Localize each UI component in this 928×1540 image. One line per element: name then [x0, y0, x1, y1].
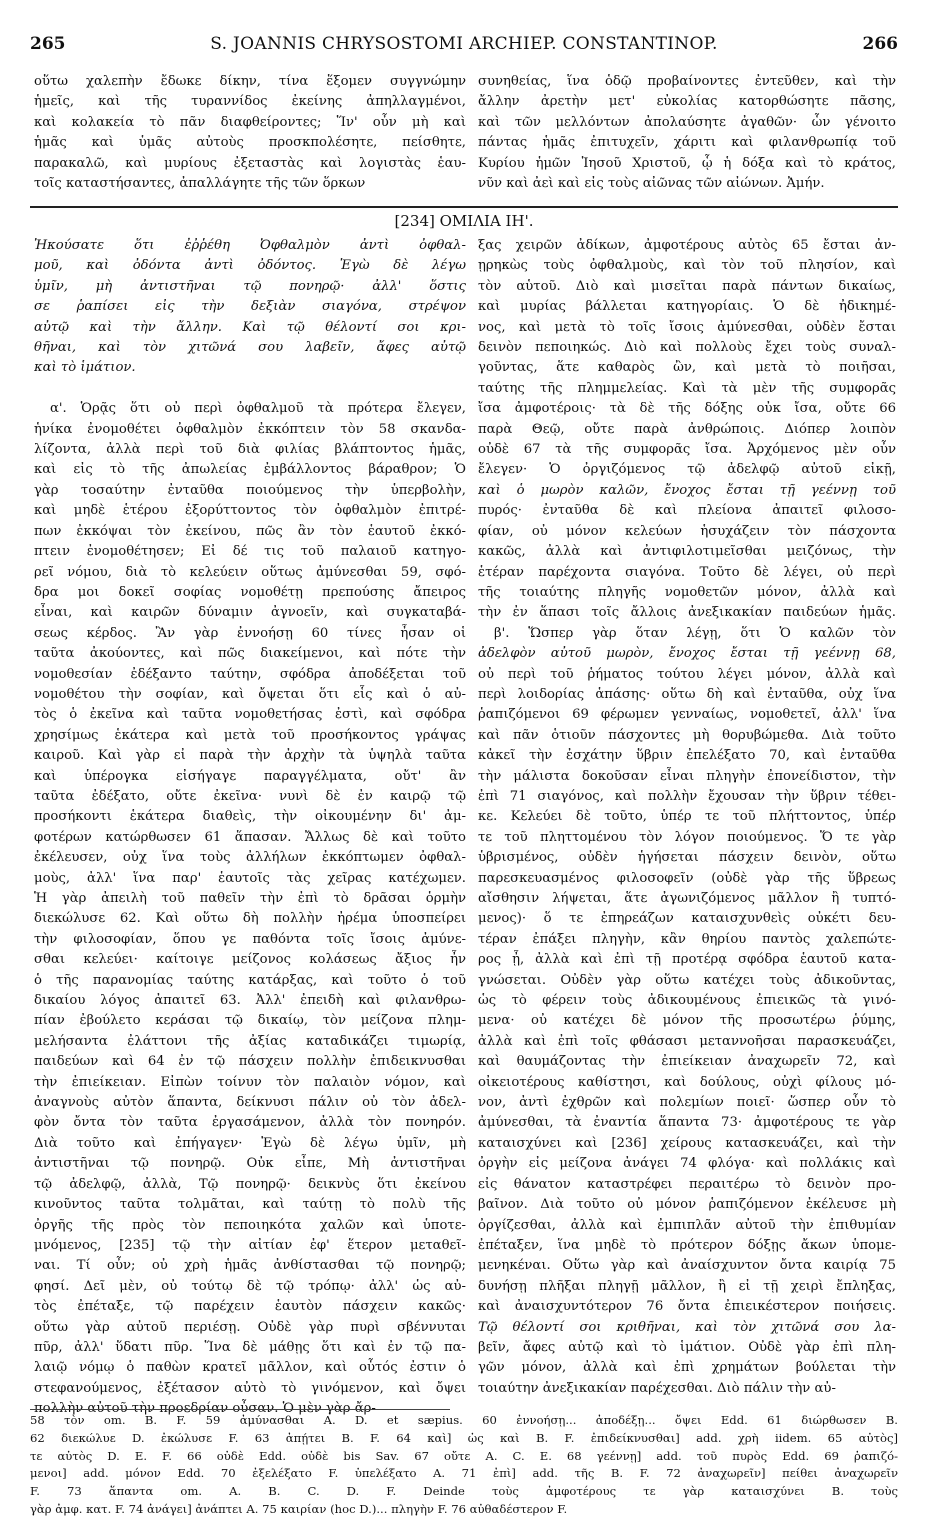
text-line: ἀναγνοὺς αὐτὸν ἅπαντα, δείκνυσι πάλιν οὐ τὸν ἀδελ- — [34, 1095, 466, 1111]
text-line: καὶ μυρίας βάλλεται κατηγορίαις. Ὁ δὲ ἠδικημέ- — [478, 299, 896, 315]
text-line: σεως κέρδος. Ἂν γὰρ ἐννοήσῃ 60 τίνες ἦσαν οἱ — [34, 625, 466, 641]
text-line: εἶναι, καὶ καιρῶν δύναμιν ἀγνοεῖν, καὶ συγκαταβά- — [34, 605, 466, 621]
text-line: μοῦ, καὶ ὀδόντα ἀντὶ ὀδόντος. Ἐγὼ δὲ λέγω — [34, 258, 466, 274]
text-line: ἄλλην ἀρετὴν μετ' εὐκολίας κατορθώσητε πᾶσης, — [478, 94, 896, 110]
text-line: βεῖν, ἄφες αὐτῷ καὶ τὸ ἱμάτιον. Οὐδὲ γὰρ ἐπὶ πλη- — [478, 1339, 896, 1355]
text-line: κινοῦντος ταῦτα τολμᾶται, καὶ ταύτῃ τὸ πολὺ τῆς — [34, 1197, 466, 1213]
text-line: ὑμῖν, μὴ ἀντιστῆναι τῷ πονηρῷ· ἀλλ' ὅστις — [34, 278, 466, 294]
text-line: τὴν ἐν ἅπασι τοῖς ἄλλοις ἀνεξικακίαν παιδεύων ἡμᾶς. — [478, 605, 896, 621]
text-line: ἀμύνεσθαι, τὰ ἐναντία ἅπαντα 73· ἀμφοτέρους τε γὰρ — [478, 1115, 896, 1131]
text-line: τὸς ὁ ἐκεῖνα καὶ ταῦτα νομοθετήσας ἐστὶ, καὶ σφόδρα — [34, 707, 466, 723]
text-line: μελήσαντα ἐλάττονι τῆς ἀξίας καταδικάζει τιμωρίᾳ, — [34, 1033, 466, 1049]
text-line: οἰκειοτέρους καθίστησι, καὶ δούλους, οὐχὶ φίλους μό- — [478, 1074, 896, 1090]
text-line: φοτέρων κατώρθωσεν 61 ἅπασαν. Ἄλλως δὲ καὶ τοῦτο — [34, 829, 466, 845]
text-line: καὶ ἀναισχυντότερον 76 ὄντα ἐπιεικέστερον ποιήσεις. — [478, 1299, 896, 1315]
text-line: ὡς τὸ φέρειν τοὺς ἀδικουμένους ἐπιεικῶς τὰ γινό- — [478, 993, 896, 1009]
text-line: τοιαύτην ἀνεξικακίαν παρέχεσθαι. Διὸ πάλιν τὴν αὐ- — [478, 1380, 836, 1396]
text-line: δυνήσῃ πλῆξαι πληγῇ μᾶλλον, ἢ εἰ τῇ χειρὶ ἔπληξας, — [478, 1278, 896, 1294]
text-line: τέραν ἐπάξει πληγὴν, κἂν θηρίου παντὸς χαλεπώτε- — [478, 931, 896, 947]
text-line: ὁ τῆς παρανομίας ταύτης κατάρξας, καὶ τοῦτο ὁ τοῦ — [34, 972, 466, 988]
text-line: τῷ ἀδελφῷ, ἀλλὰ, Τῷ πονηρῷ· δεικνὺς ὅτι ἐκείνου — [34, 1176, 466, 1192]
text-line: Τῷ θέλοντί σοι κριθῆναι, καὶ τὸν χιτῶνά σου λα- — [478, 1319, 896, 1335]
text-line: δικαίου λόγος ἀπαιτεῖ 63. Ἀλλ' ἐπειδὴ καὶ φιλανθρω- — [34, 993, 466, 1009]
text-line: νομοθεσίαν ἐδέξαντο ταύτην, σφόδρα ἀποδέξεται τοῦ — [34, 666, 466, 682]
text-line: τὴν φιλοσοφίαν, ὅπου γε παθόντα τοῖς ἴσοις ἀμύνε- — [34, 931, 466, 947]
footnote-line: γὰρ ἀμφ. κατ. F. 74 ἀνάγει] ἀνάπτει A. 75 καιρίαν (hoc D.)... πληγὴν F. 76 αὐθαδέστερον F. — [30, 1501, 568, 1516]
text-line: μνόμενος, [235] τῷ τὴν αἰτίαν ἐφ' ἕτερον μεταθεῖ- — [34, 1237, 466, 1253]
text-line: Διὰ τοῦτο καὶ ἐπήγαγεν· Ἐγὼ δὲ λέγω ὑμῖν, μὴ — [34, 1135, 466, 1151]
text-line: ἡνίκα ἐνομοθέτει ὀφθαλμὸν ἐκκόπτειν τὸν 58 σκανδα- — [34, 421, 466, 437]
text-line: οὐδὲ 67 τὰ τῆς συμφορᾶς ἴσα. Ἀρχόμενος μὲν οὖν — [478, 442, 896, 458]
text-line: οὐ περὶ τοῦ ῥήματος τούτου λέγει μόνον, ἀλλὰ καὶ — [478, 666, 896, 682]
text-line: φὸν ὄντα τὸν ταῦτα ἐργασάμενον, ἀλλὰ τὸν πονηρόν. — [34, 1115, 466, 1131]
text-line: νομοθέτου τὴν σοφίαν, καὶ ὄψεται ὅτι εἷς καὶ ὁ αὐ- — [34, 686, 466, 702]
page-number-left: 265 — [30, 34, 66, 54]
text-line: ρος ᾖ, ἀλλὰ καὶ ἐπὶ τῇ προτέρᾳ σφόδρα ἑαυτοῦ κατα- — [478, 952, 896, 968]
text-line: οὕτω γὰρ αὐτοῦ περιέσῃ. Οὐδὲ γὰρ πυρὶ σβέννυται — [34, 1319, 466, 1335]
text-line: τὸς ἐπέταξε, τῷ παρέχειν ἑαυτὸν πάσχειν κακῶς· — [34, 1299, 466, 1315]
top-left-column — [34, 72, 466, 194]
text-line: πυρός· ἐνταῦθα δὲ καὶ πλείονα ἀπαιτεῖ φιλοσο- — [478, 503, 896, 519]
text-line: ναι. Τί οὖν; οὐ χρὴ ἡμᾶς ἀνθίστασθαι τῷ πονηρῷ; — [34, 1258, 466, 1274]
text-line: τὴν ἐπιείκειαν. Εἰπὼν τοίνυν τὸν παλαιὸν νόμον, καὶ — [34, 1074, 466, 1090]
text-line: κἀκεῖ τὴν ἐσχάτην ὕβριν ἐπελέξατο 70, καὶ ἐνταῦθα — [478, 748, 896, 764]
footnote-rule — [30, 1409, 450, 1410]
text-line: ὑβρισμένος, οὐδὲν ἡγήσεται πάσχειν δεινὸν, οὕτω — [478, 850, 896, 866]
text-line: καὶ τῶν μελλόντων ἀπολαύσητε ἀγαθῶν· ὧν γένοιτο — [478, 114, 896, 130]
text-line: γῶν μόνον, ἀλλὰ καὶ ἐπὶ χρημάτων βούλεται τὴν — [478, 1360, 896, 1376]
text-line: σθαι κελεύει· καίτοιγε μείζονος κολάσεως ἄξιος ἦν — [34, 952, 466, 968]
text-line: νος, καὶ μετὰ τὸ τοῖς ἴσοις ἀμύνεσθαι, οὐδὲν ἔσται — [478, 319, 896, 335]
text-line: καταισχύνει καὶ [236] χείρους κατασκευάζει, καὶ τὴν — [478, 1135, 896, 1151]
text-line: τε τοῦ πληττομένου τὸν λόγον ποιούμενος. Ὅ τε γὰρ — [478, 829, 896, 845]
footnote-line: 58 τὸν om. B. F. 59 ἀμύνασθαι A. D. et sæpius. 60 ἐννοήσῃ... ἀποδέξῃ... ὄψει Edd. 61 διώρθωσεν B. — [30, 1413, 898, 1427]
footnote-line: F. 73 ἅπαντα om. A. B. C. D. F. Deinde τοὺς ἀμφοτέρους τε γὰρ καταισχύνει B. τοὺς — [30, 1484, 898, 1499]
text-line: εἰς θάνατον καταστρέφει περαιτέρω τὸ δεινὸν προ- — [478, 1176, 896, 1192]
text-line: κακῶς, ἀλλὰ καὶ ἀντιφιλοτιμεῖσθαι μειζόνως, τὴν — [478, 544, 896, 560]
text-line: βαῖνον. Διὰ τοῦτο οὐ μόνον ῥαπιζόμενον ἐκέλευσε μὴ — [478, 1197, 896, 1213]
text-line: καὶ εἰς τὸ τῆς ἀπωλείας ἐμβάλλοντος βάραθρον; Ὁ — [34, 462, 466, 478]
text-line: καὶ πᾶν ὁτιοῦν πάσχοντες μὴ θορυβώμεθα. Διὰ τοῦτο — [478, 727, 896, 743]
text-line: αἴσθησιν λήψεται, ἅτε ἀγωνιζόμενος μᾶλλον ἢ τυπτό- — [478, 891, 896, 906]
text-line: καὶ θαυμάζοντας τὴν ἐπιείκειαν ἀναχωρεῖν 72, καὶ — [478, 1054, 896, 1070]
text-line: τοῖς καταστήσαντες, ἀπαλλάγητε τῆς τῶν ὅρκων — [34, 176, 366, 192]
text-line: ῥαπιζόμενοι 69 φέρωμεν γενναίως, νομοθετεῖ, ἀλλ' ἵνα — [478, 707, 896, 723]
text-line: οὕτω χαλεπὴν ἔδωκε δίκην, τίνα ἕξομεν συγγνώμην — [34, 74, 466, 89]
running-title: S. JOANNIS CHRYSOSTOMI ARCHIEP. CONSTANTINOP. — [210, 34, 718, 54]
text-line: διεκώλυσε 62. Καὶ οὕτω δὴ πολλὴν ἠρέμα ὑποσπείρει — [34, 911, 466, 927]
text-line: μοὺς, ἀλλ' ἵνα παρ' ἑαυτοῖς τὰς χεῖρας κατέχωμεν. — [34, 870, 466, 886]
text-line: Κυρίου ἡμῶν Ἰησοῦ Χριστοῦ, ᾧ ἡ δόξα καὶ τὸ κράτος, — [478, 155, 896, 171]
text-line: ἡμεῖς, καὶ τῆς τυραννίδος ἐκείνης ἀπηλλαγμένοι, — [34, 94, 466, 110]
homily-title: [234] ΟΜΙΛΙΑ ΙΗ'. — [394, 212, 534, 230]
text-line: καὶ ὑπέρογκα εἰσήγαγε παραγγέλματα, οὔτ' ἂν — [34, 768, 466, 784]
text-line: στεφανούμενος, ἐξέτασον αὐτὸ τὸ γινόμενον, καὶ ὄψει — [34, 1380, 466, 1396]
text-line: Ἠκούσατε ὅτι ἐῤῥέθη Ὀφθαλμὸν ἀντὶ ὀφθαλ- — [34, 238, 466, 253]
text-line: ἔλεγεν· Ὁ ὀργιζόμενος τῷ ἀδελφῷ αὐτοῦ εἰκῇ, — [478, 462, 896, 478]
text-line: προσήκοντι ἑκάτερα διαθεὶς, τὴν οἰκουμένην δι' ἀμ- — [34, 809, 466, 825]
text-line: πων ἐκκόψαι τὸν ἐκείνου, πῶς ἂν τὸν ἑαυτοῦ ἐκκό- — [34, 523, 466, 539]
text-line: σε ῥαπίσει εἰς τὴν δεξιὰν σιαγόνα, στρέψον — [34, 299, 466, 315]
text-line: φησί. Δεῖ μὲν, οὐ τούτῳ δὲ τῷ τρόπῳ· ἀλλ' ὡς αὐ- — [34, 1278, 466, 1294]
text-line: πῦρ, ἀλλ' ὕδατι πῦρ. Ἵνα δὲ μάθῃς ὅτι καὶ ἐν τῷ πα- — [34, 1339, 466, 1355]
text-line: ἴσα ἀμφοτέροις· τὰ δὲ τῆς δόξης οὐκ ἴσα, οὔτε 66 — [478, 401, 896, 417]
text-line: ξας χειρῶν ἀδίκων, ἀμφοτέρους αὐτὸς 65 ἔσται ἀν- — [478, 238, 896, 253]
text-line: ἐπέταξεν, ἵνα μηδὲ τὸ πρότερον δόξῃς ἄκων ὑπομε- — [478, 1237, 896, 1253]
text-line: αὐτῷ καὶ τὴν ἄλλην. Καὶ τῷ θέλοντί σοι κρι- — [34, 319, 466, 335]
text-line: καὶ μηδὲ ἑτέρου ἐξορύττοντος τὸν ὀφθαλμὸν ἐπιτρέ- — [34, 503, 466, 519]
text-line: τὸν αὑτοῦ. Διὸ καὶ μισεῖται παρὰ πάντων δικαίως, — [478, 278, 896, 294]
text-line: τὴν μάλιστα δοκοῦσαν εἶναι πληγὴν ἐπονείδιστον, τὴν — [478, 768, 896, 784]
footnote-line: τε αὐτὸς D. E. F. 66 οὐδὲ Edd. οὐδὲ bis Sav. 67 οὔτε A. C. E. 68 γεέννῃ] add. τοῦ πυρὸς Edd. 69 ῥαπιζό- — [30, 1448, 898, 1463]
text-line: πίαν ἐβούλετο κεράσαι τῷ δικαίῳ, τὸν μείζονα πλημ- — [34, 1013, 466, 1029]
text-line: πολλὴν αὐτοῦ τὴν προεδρίαν οὖσαν. Ὁ μὲν γὰρ ἄρ- — [34, 1401, 376, 1417]
text-line: ἀντιστῆναι τῷ πονηρῷ. Οὐκ εἶπε, Μὴ ἀντιστῆναι — [34, 1156, 466, 1172]
text-line: ἐκέλευσεν, οὐχ ἵνα τοὺς ἀλλήλων ἐκκόπτωμεν ὀφθαλ- — [34, 850, 466, 866]
text-line: ρεῖ νόμου, διὰ τὸ κελεύειν οὕτως ἀμύνεσθαι 59, σφό- — [34, 564, 466, 580]
text-line: μενηκέναι. Οὕτω γὰρ καὶ ἀναίσχυντον ὄντα καιρίᾳ 75 — [478, 1258, 896, 1274]
text-line: φίαν, οὐ μόνον κελεύων ἡσυχάζειν τὸν πάσχοντα — [478, 523, 896, 539]
text-line: α'. Ὁρᾷς ὅτι οὐ περὶ ὀφθαλμοῦ τὰ πρότερα ἔλεγεν, — [50, 401, 466, 417]
text-line: μενος)· ὅ τε ἐπηρεάζων καταισχυνθεὶς οὐκέτι δευ- — [478, 911, 896, 927]
text-line: Ἡ γὰρ ἀπειλὴ τοῦ παθεῖν τὴν ἐπὶ τὸ δρᾶσαι ὁρμὴν — [34, 891, 466, 906]
text-line: ὀργὴν εἰς μείζονα ἀνάγει 74 φλόγα· καὶ πολλάκις καὶ — [478, 1156, 896, 1172]
page-number-right: 266 — [862, 34, 898, 54]
text-line: πάντας ἡμᾶς ἐπιτυχεῖν, χάριτι καὶ φιλανθρωπίᾳ τοῦ — [478, 135, 896, 151]
text-line: ταῦτα ἐδέξατο, οὔτε ἐκεῖνα· νυνὶ δὲ ἐν καιρῷ τῷ — [34, 788, 466, 804]
main-right-column — [478, 236, 896, 1399]
text-line: κε. Κελεύει δὲ τοῦτο, ὑπέρ τε τοῦ πλήττοντος, ὑπέρ — [478, 809, 896, 825]
text-line: ἡμᾶς καὶ ὑμᾶς αὐτοὺς προσκπολέσητε, πείσθητε, — [34, 135, 466, 151]
text-line: καὶ ὁ μωρὸν καλῶν, ἔνοχος ἔσται τῇ γεέννῃ τοῦ — [478, 482, 896, 498]
text-line: χρησίμως ἑκάτερα καὶ μετὰ τοῦ προσήκοντος γράψας — [34, 727, 466, 743]
text-line: ὀργῆς τῆς πρὸς τὸν πεποιηκότα χαλῶν καὶ ὑποτε- — [34, 1217, 466, 1233]
text-line: νον, ἀντὶ ἐχθρῶν καὶ πολεμίων ποιεῖ· ὥσπερ οὖν τὸ — [478, 1095, 896, 1111]
footnote-line: 62 διεκώλυε D. ἐκώλυσε F. 63 ἀπῄτει B. F. 64 καὶ] ὡς καὶ B. F. ἐπιδείκνυσθαι] add. χρὴ iidem. 65 αὐτὸς] — [30, 1430, 898, 1445]
text-line: παρακαλῶ, καὶ μυρίους ἐξεταστὰς καὶ λογιστὰς ἑαυ- — [34, 155, 466, 171]
text-line: καὶ τὸ ἱμάτιον. — [34, 360, 136, 376]
text-line: περὶ λοιδορίας ἁπάσης· οὕτω δὴ καὶ ἐνταῦθα, οὐχ ἵνα — [478, 686, 896, 702]
text-line: ταῦτα ἀκούοντες, καὶ πῶς διακείμενοι, καὶ πότε τὴν — [34, 646, 466, 662]
text-line: τῆς τοιαύτης πληγῆς νομοθετῶν μόνον, ἀλλὰ καὶ — [478, 584, 896, 600]
page-header — [30, 34, 898, 58]
text-line: δεινὸν πεποιηκώς. Διὸ καὶ πολλοὺς ἔχει τοὺς συναλ- — [478, 340, 896, 356]
text-line: παρεσκευασμένος φιλοσοφεῖν (οὐδὲ γὰρ τῆς ὕβρεως — [478, 870, 896, 886]
text-line: γοῦντας, ἅτε καθαρὸς ὢν, καὶ μετὰ τὸ ποιῆσαι, — [478, 360, 896, 376]
text-line: καιροῦ. Καὶ γὰρ εἰ παρὰ τὴν ἀρχὴν τὰ ὑψηλὰ ταῦτα — [34, 748, 466, 764]
text-line: δρα μοι δοκεῖ σοφίας νομοθέτῃ πρεπούσης ἄπειρος — [34, 584, 466, 600]
footnote-line: μενοι] add. μόνον Edd. 70 ἐξελέξατο F. ὑπελέξατο A. 71 ἐπὶ] add. τῆς B. F. 72 ἀναχωρεῖν] πείθει ἀναχωρεῖν — [30, 1466, 898, 1481]
text-line — [34, 379, 466, 399]
text-line: λίζοντα, ἀλλὰ περὶ τοῦ διὰ φιλίας βλάπτοντος ἡμᾶς, — [34, 442, 466, 458]
text-line: καὶ κολακεία τὸ πᾶν διαφθείροντες; Ἵν' οὖν μὴ καὶ — [34, 114, 466, 130]
text-line: β'. Ὥσπερ γὰρ ὅταν λέγῃ, ὅτι Ὁ καλῶν τὸν — [494, 625, 896, 641]
text-line: συνηθείας, ἵνα ὁδῷ προβαίνοντες ἐντεῦθεν, καὶ τὴν — [478, 74, 896, 89]
text-line: ἐπὶ 71 σιαγόνος, καὶ πολλὴν ἔχουσαν τὴν ὕβριν τέθει- — [478, 788, 896, 804]
text-line: πτειν ἐνομοθέτησεν; Εἰ δέ τις τοῦ παλαιοῦ κατηγο- — [34, 544, 466, 560]
text-line: νῦν καὶ ἀεὶ καὶ εἰς τοὺς αἰῶνας τῶν αἰώνων. Ἀμήν. — [478, 176, 825, 192]
text-line: ἑτέραν παρέχοντα σιαγόνα. Τοῦτο δὲ λέγει, οὐ περὶ — [478, 564, 896, 580]
text-line: μενα· οὐ κατέχει δὲ μόνον τῆς προσωτέρω ῥύμης, — [478, 1013, 896, 1029]
text-line: παρὰ Θεῷ, οὔτε παρὰ ἀνθρώποις. Διόπερ λοιπὸν — [478, 421, 896, 437]
text-line: ταύτης τῆς πλημμελείας. Καὶ τὰ μὲν τῆς συμφορᾶς — [478, 380, 896, 396]
top-right-column — [478, 72, 896, 194]
main-left-column — [34, 236, 466, 1420]
text-line: λαιῷ νόμῳ ὁ παθὼν κρατεῖ μᾶλλον, καὶ οὗτός ἐστιν ὁ — [34, 1360, 466, 1376]
footnotes — [30, 1412, 898, 1519]
section-rule — [30, 206, 898, 208]
text-line: θῆναι, καὶ τὸν χιτῶνά σου λαβεῖν, ἄφες αὐτῷ — [34, 340, 466, 356]
text-line: ὀργίζεσθαι, ἀλλὰ καὶ ἐμπιπλᾶν αὐτοῦ τὴν ἐπιθυμίαν — [478, 1217, 896, 1233]
text-line: παιδεύων καὶ 64 ἐν τῷ πάσχειν πολλὴν ἐπιδεικνυσθαι — [34, 1054, 466, 1070]
text-line: γὰρ τοσαύτην ἐνταῦθα ποιούμενος τὴν ὑπερβολὴν, — [34, 482, 466, 498]
text-line: ἀδελφὸν αὐτοῦ μωρὸν, ἔνοχος ἔσται τῇ γεέννῃ 68, — [478, 646, 896, 662]
text-line: ἀλλὰ καὶ ἐπὶ τοῖς φθάσασι μεταννοῆσαι παρασκευάζει, — [478, 1033, 896, 1049]
text-line: ῃρηκὼς τοὺς ὀφθαλμοὺς, καὶ τὸν τοῦ πλησίον, καὶ — [478, 258, 896, 274]
text-line: γνώσεται. Οὐδὲν γὰρ οὕτω κατέχει τοὺς ἀδικοῦντας, — [478, 972, 896, 988]
